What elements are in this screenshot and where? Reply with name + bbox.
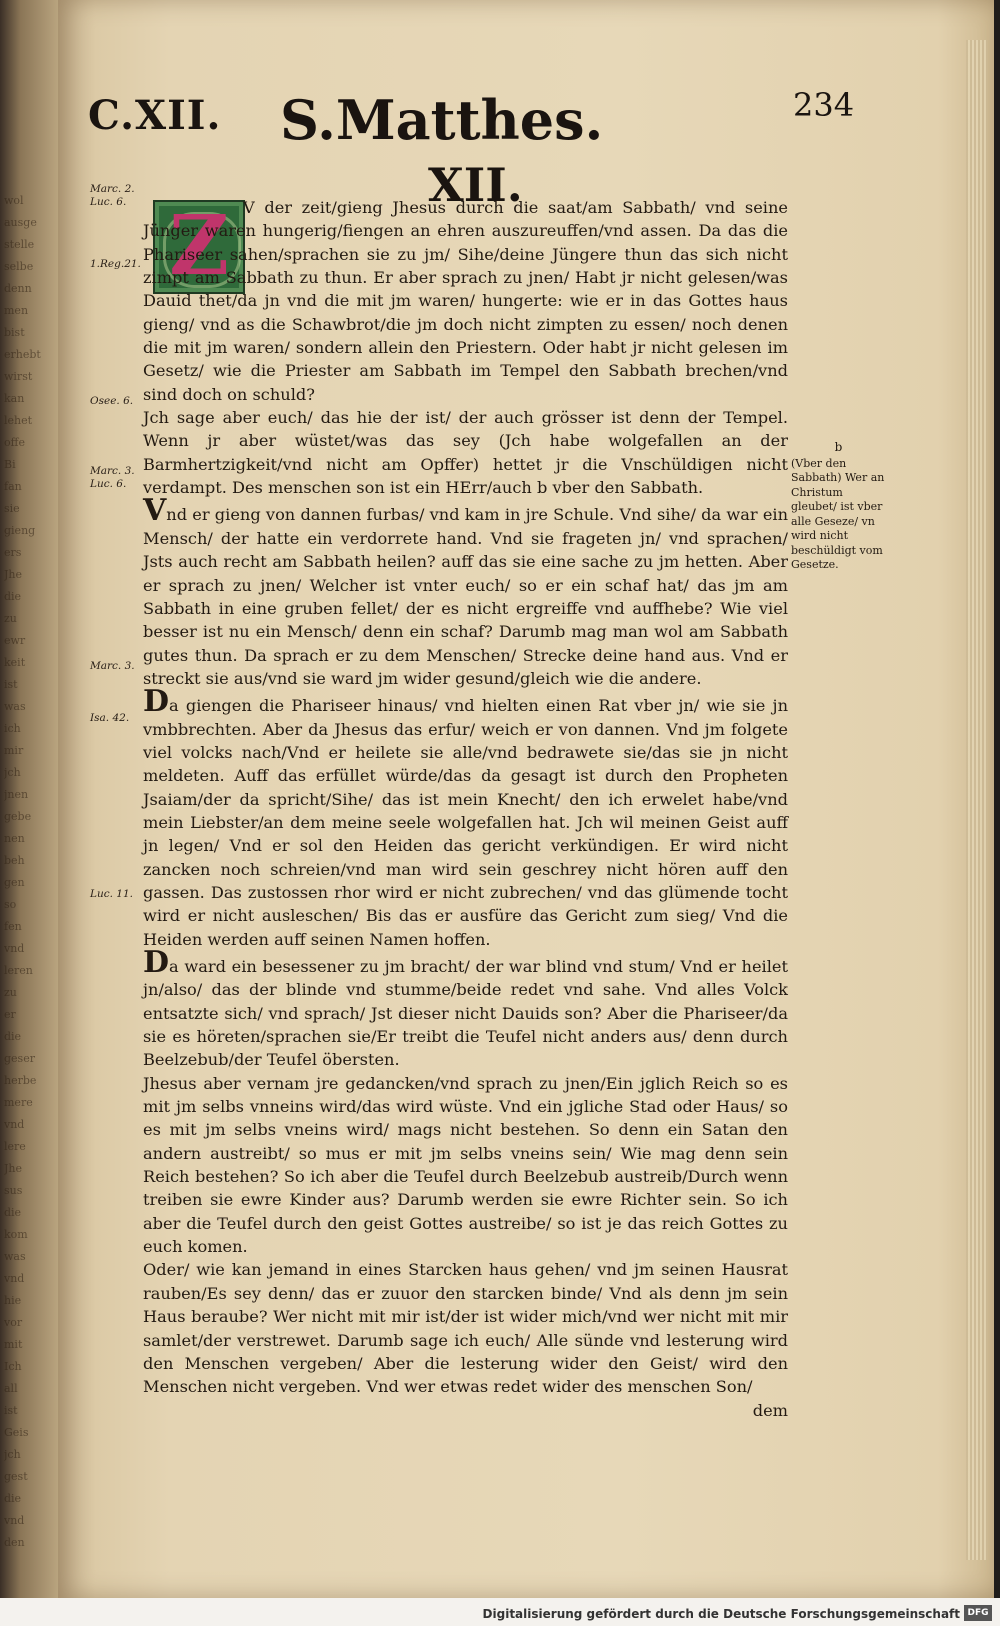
footer-bar <box>0 1598 1000 1626</box>
chapter-heading: XII. <box>428 158 523 212</box>
margin-note: Osee. 6. <box>90 395 134 407</box>
chapter-reference: C.XII. <box>88 92 222 139</box>
paragraph: Da giengen die Phariseer hinaus/ vnd hielten einen Rat vber jn/ wie sie jn vmbbrechten. Aber da Jhesus das erfur/ weich er von dannen. Vnd jm folgete viel volcks nach/Vnd er heilete sie alle/vnd bedrawete sie/das sie jn nicht meldeten. Auff das erfüllet würde/das da gesagt ist durch den Propheten Jsaiam/der da spricht/Sihe/ das ist mein Knecht/ den ich erwelet habe/vnd mein Liebster/an dem meine seele wolgefallen hat. Jch wil meinen Geist auff jn legen/ Vnd er sol den Heiden das gericht verkündigen. Er wird nicht zancken noch schreien/vnd man wird sein geschrey nicht hören auff den gassen. Das zustossen rhor wird er nicht zubrechen/ vnd das glümende tocht wird er nicht ausleschen/ Bis das er ausfüre das Gericht zum sieg/ Vnd die Heiden werden auff seinen Namen hoffen. <box>143 684 788 949</box>
body-text <box>143 196 788 1422</box>
gloss-text: (Vber den Sabbath) Wer an Christum gleubet/ ist vber alle Geseze/ vn wird nicht beschüldigt vom Gesetze. <box>791 456 885 571</box>
facing-page-text: wol ausge stelle selbe denn men bist erhebt wirst kan lehet offe Bi fan sie gieng ers Jhe die zu ewr keit ist was ich mir jch jnen gebe nen beh gen so fen vnd leren zu er die geser herbe mere vnd lere Jhe sus die kom was vnd hie vor mit Ich all ist Geis jch gest die vnd den <box>4 194 41 1549</box>
initial-letter: Z <box>169 198 229 294</box>
margin-note: Isa. 42. <box>90 712 130 724</box>
funding-credit: Digitalisierung gefördert durch die Deutsche Forschungsgemeinschaft <box>482 1607 960 1621</box>
paragraph: Jch sage aber euch/ das hie der ist/ der auch grösser ist denn der Tempel. Wenn jr aber wüstet/was das sey (Jch habe wolgefallen an der Barmhertzigkeit/vnd nicht am Opffer) hettet jr die Vnschüldigen nicht verdampt. Des menschen son ist ein HErr/auch b vber den Sabbath. <box>143 408 788 498</box>
book-page <box>58 0 994 1598</box>
paragraph: Oder/ wie kan jemand in eines Starcken haus gehen/ vnd jm seinen Hausrat rauben/Es sey denn/ das er zuuor den starcken binde/ Vnd als denn jm sein Haus beraube? Wer nicht mit mir ist/der ist wider mich/vnd wer nicht mit mir samlet/der verstrewet. Darumb sage ich euch/ Alle sünde vnd lesterung wird den Menschen vergeben/ Aber die lesterung wider den Geist/ wird den Menschen nicht vergeben. Vnd wer etwas redet wider des menschen Son/ <box>143 1260 788 1397</box>
margin-note: Luc. 11. <box>90 888 133 900</box>
page-number: 234 <box>793 86 855 124</box>
margin-note: Marc. 3. Luc. 6. <box>90 465 135 490</box>
margin-notes <box>58 0 148 1400</box>
page-header <box>58 78 994 168</box>
margin-gloss <box>791 440 886 573</box>
paragraph: Da ward ein besessener zu jm bracht/ der war blind vnd stum/ Vnd er heilet jn/also/ das der blinde vnd stumme/beide redet vnd sahe. Vnd alles Volck entsatzte sich/ vnd sprach/ Jst dieser nicht Dauids son? Aber die Phariseer/da sie es höreten/sprachen sie/Er treibt die Teufel nicht anders aus/ denn durch Beelzebub/der Teufel öbersten. <box>143 945 788 1070</box>
margin-note: Marc. 2. Luc. 6. <box>90 183 135 208</box>
gloss-mark: b <box>834 440 843 454</box>
dfg-logo-icon: DFG <box>964 1605 992 1621</box>
catchword: dem <box>752 1400 788 1420</box>
paragraph: Vnd er gieng von dannen furbas/ vnd kam in jre Schule. Vnd sihe/ da war ein Mensch/ der hatte ein verdorrete hand. Vnd sie frageten jn/ vnd sprachen/ Jsts auch recht am Sabbath heilen? auff das sie eine sache zu jm hetten. Aber er sprach zu jnen/ Welcher ist vnter euch/ so er ein schaf hat/ das jm am Sabbath in eine gruben fellet/ der es nicht ergreiffe vnd auffhebe? Wie viel besser ist nu ein Mensch/ denn ein schaf? Darumb mag man wol am Sabbath gutes thun. Da sprach er zu dem Menschen/ Strecke deine hand aus. Vnd er streckt sie aus/vnd sie ward jm wider gesund/gleich wie die andere. <box>143 493 788 688</box>
facing-page-edge <box>0 0 58 1598</box>
margin-note: 1.Reg.21. <box>90 258 141 270</box>
paragraph: Jhesus aber vernam jre gedancken/vnd sprach zu jnen/Ein jglich Reich so es mit jm selbs vnneins wird/das wird wüste. Vnd ein jgliche Stad oder Haus/ so es mit jm selbs vneins wird/ mags nicht bestehen. So denn ein Satan den andern austreibt/ so mus er mit jm selbs vneins sein/ Wie mag denn sein Reich bestehen? So ich aber die Teufel durch Beelzebub austreib/Durch wenn treiben sie ewre Kinder aus? Darumb werden sie ewre Richter sein. So ich aber die Teufel durch den geist Gottes austreibe/ so ist je das reich Gottes zu euch komen. <box>143 1073 788 1257</box>
page-edge-stack <box>966 40 988 1560</box>
paragraph: V der zeit/gieng Jhesus durch die saat/am Sabbath/ vnd seine Jünger waren hungerig/fiengen an ehren auszureuffen/vnd assen. Da das die Phariseer sahen/sprachen sie zu jm/ Sihe/deine Jüngere thun das sich nicht zimpt am Sabbath zu thun. Er aber sprach zu jnen/ Habt jr nicht gelesen/was Dauid thet/da jn vnd die mit jm waren/ hungerte: wie er in das Gottes haus gieng/ vnd as die Schawbrot/die jm doch nicht zimpten zu essen/ noch denen die mit jm waren/ sondern allein den Priestern. Oder habt jr nicht gelesen im Gesetz/ wie die Priester am Sabbath im Tempel den Sabbath brechen/vnd sind doch on schuld? <box>143 198 788 404</box>
margin-note: Marc. 3. <box>90 660 135 672</box>
running-title: S.Matthes. <box>280 88 604 152</box>
